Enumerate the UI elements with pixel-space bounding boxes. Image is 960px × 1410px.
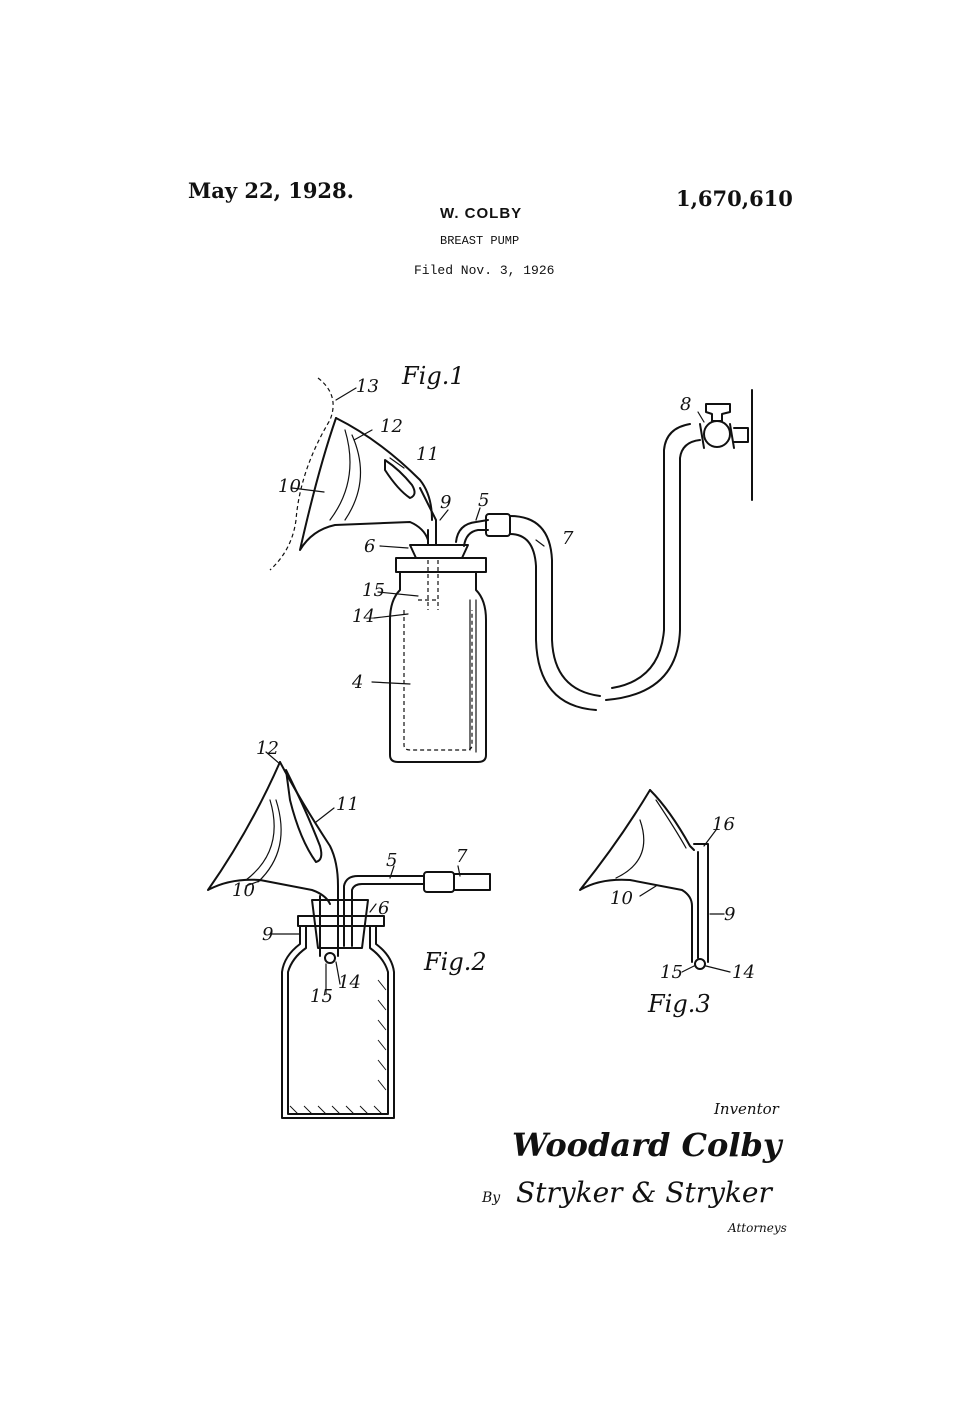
fig3-funnel <box>580 790 692 962</box>
signature-block <box>481 1100 787 1235</box>
fig1-ref-9: 9 <box>440 492 452 513</box>
fig2-funnel-shade2 <box>258 800 281 882</box>
patent-number: 1,670,610 <box>676 186 793 211</box>
fig3-leaders <box>640 830 730 972</box>
fig2-label: Fig.2 <box>424 948 487 976</box>
fig1-ref-14: 14 <box>352 606 375 627</box>
fig1-ref-6: 6 <box>364 536 376 557</box>
fig1-ref-8: 8 <box>680 394 692 415</box>
fig2-cap-ring <box>298 916 384 926</box>
fig2-ref-15: 15 <box>310 986 333 1007</box>
fig1-ref-7: 7 <box>562 528 574 549</box>
fig2-ref-7: 7 <box>456 846 468 867</box>
fig2-valve-14 <box>325 953 335 963</box>
fig1-bottle-inner <box>404 610 472 750</box>
fig3-ref-9: 9 <box>724 904 736 925</box>
fig3-tube-9 <box>694 844 708 962</box>
fig3-ref-10: 10 <box>610 888 633 909</box>
fig3-valve-14 <box>695 959 705 969</box>
fig2-ref-14: 14 <box>338 972 361 993</box>
inventor-signature: Woodard Colby <box>512 1126 782 1164</box>
figure-2 <box>208 738 490 1118</box>
fig3-ref-16: 16 <box>712 814 735 835</box>
inventor-caption: Inventor <box>714 1100 779 1118</box>
fig2-ref-12: 12 <box>256 738 279 759</box>
patent-title: BREAST PUMP <box>440 234 520 248</box>
fig2-bottle-side-hatch <box>378 980 386 1090</box>
fig3-funnel-shade <box>656 800 686 848</box>
filed-date: Filed Nov. 3, 1926 <box>414 263 555 278</box>
fig2-hose <box>454 874 490 890</box>
fig1-stopper <box>410 545 468 558</box>
fig3-funnel-shade2 <box>616 820 644 878</box>
fig1-hose-7-outer <box>510 516 600 696</box>
patent-date: May 22, 1928. <box>188 178 354 203</box>
fig3-funnel-top <box>650 790 694 850</box>
fig2-ref-10: 10 <box>232 880 255 901</box>
fig2-funnel <box>208 762 330 904</box>
fig1-ref-11: 11 <box>416 444 439 465</box>
figure-3 <box>580 790 755 1018</box>
fig1-label: Fig.1 <box>402 362 465 390</box>
fig1-funnel-shade2 <box>345 435 361 520</box>
fig1-inner-tube <box>418 560 438 610</box>
fig1-ref-13: 13 <box>356 376 379 397</box>
fig2-bottle-base-hatch <box>290 1106 382 1114</box>
fig2-coupling <box>424 872 454 892</box>
fig3-ref-15: 15 <box>660 962 683 983</box>
figure-1 <box>270 362 752 762</box>
fig1-funnel-shade <box>330 430 350 520</box>
fig2-ref-5: 5 <box>386 850 398 871</box>
inventor-header: W. COLBY <box>440 205 523 222</box>
by-caption: By <box>482 1190 501 1206</box>
fig2-ref-6: 6 <box>378 898 390 919</box>
fig1-pipe-5b <box>464 530 488 546</box>
fig1-cap-ring <box>396 558 486 572</box>
fig2-ref-11: 11 <box>336 794 359 815</box>
fig1-ref-12: 12 <box>380 416 403 437</box>
fig1-pipe-right-inner <box>606 440 700 700</box>
fig1-ref-5: 5 <box>478 490 490 511</box>
fig3-ref-14: 14 <box>732 962 755 983</box>
fig1-ref-15: 15 <box>362 580 385 601</box>
fig1-funnel <box>300 418 428 550</box>
fig1-ref-10: 10 <box>278 476 301 497</box>
fig1-valve-handle <box>706 404 730 421</box>
fig2-ref-9: 9 <box>262 924 274 945</box>
fig1-coupling <box>486 514 510 536</box>
fig1-valve <box>704 421 730 447</box>
attorney-signature: Stryker & Stryker <box>516 1176 772 1209</box>
fig3-label: Fig.3 <box>648 990 711 1018</box>
fig1-ref-4: 4 <box>352 672 364 693</box>
attorneys-caption: Attorneys <box>728 1221 787 1235</box>
